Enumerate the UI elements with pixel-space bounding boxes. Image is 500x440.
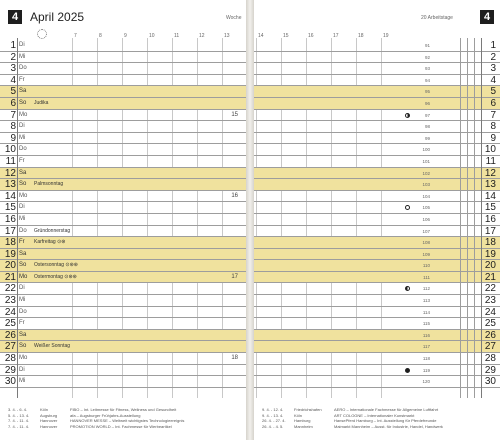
day-row: [0, 191, 246, 203]
weekday-label: Fr: [19, 76, 25, 83]
day-of-year: 92: [424, 54, 430, 60]
weekday-label: So: [19, 343, 27, 350]
weekday-label: Sa: [19, 169, 27, 176]
day-number: 15: [4, 202, 16, 214]
day-number: 30: [484, 376, 496, 388]
hour-label: 8: [99, 33, 102, 39]
day-row: [0, 307, 246, 319]
month-number-badge: 4: [8, 10, 22, 24]
day-row: [0, 226, 246, 238]
day-row: [254, 260, 500, 272]
day-row: [0, 318, 246, 330]
day-number: 22: [484, 283, 496, 295]
fair-dates: 26. 4. - 4. 5.: [262, 423, 284, 429]
calendar-week-number: 17: [231, 273, 238, 280]
day-of-year: 108: [422, 240, 430, 246]
day-row: [254, 376, 500, 388]
day-row: [254, 226, 500, 238]
fair-city: Hannover: [40, 423, 58, 429]
day-of-year: 98: [424, 124, 430, 130]
day-row: [0, 376, 246, 388]
hour-label: 19: [383, 33, 389, 39]
day-row: [0, 156, 246, 168]
day-number: 6: [10, 97, 16, 109]
day-row: [0, 295, 246, 307]
trade-fair-entry: [8, 424, 184, 430]
day-of-year: 115: [422, 321, 430, 327]
day-number: 17: [484, 225, 496, 237]
day-number: 27: [484, 341, 496, 353]
day-row: [254, 272, 500, 284]
day-number: 2: [490, 51, 496, 63]
day-number: 25: [4, 318, 16, 330]
day-of-year: 95: [424, 89, 430, 95]
day-of-year: 118: [422, 356, 430, 362]
day-of-year: 110: [422, 263, 430, 269]
fair-description: ART COLOGNE – Internationaler Kunstmarkt: [334, 412, 415, 418]
weekday-label: Fr: [19, 239, 25, 246]
day-row: [254, 237, 500, 249]
day-number: 3: [10, 63, 16, 75]
weekday-label: Mo: [19, 355, 28, 362]
week-label: Woche: [226, 15, 242, 21]
day-number: 22: [4, 283, 16, 295]
day-row: [0, 63, 246, 75]
notes-column-line: [467, 38, 468, 398]
event-label: Weißer Sonntag: [34, 343, 71, 350]
day-row: [254, 295, 500, 307]
weekday-label: Di: [19, 123, 25, 130]
day-row: [254, 86, 500, 98]
day-row: [0, 133, 246, 145]
moon-phase-icon: [405, 286, 410, 291]
trade-fair-entry: [262, 424, 443, 430]
day-number: 6: [490, 97, 496, 109]
day-number: 17: [4, 225, 16, 237]
month-number-badge: 4: [480, 10, 494, 24]
day-number: 30: [4, 376, 16, 388]
day-row: [254, 168, 500, 180]
day-number: 15: [484, 202, 496, 214]
day-row: [0, 283, 246, 295]
weekday-label: Fr: [19, 157, 25, 164]
sun-icon: [37, 29, 47, 39]
fair-dates: 5. 4. - 13. 4.: [8, 412, 30, 418]
fair-description: HansePferd Hamburg – Int. Ausstellung für Pferdefreunde: [334, 418, 437, 424]
day-row: [0, 110, 246, 122]
calendar-week-number: 16: [231, 192, 238, 199]
day-row: [0, 214, 246, 226]
day-row: [254, 318, 500, 330]
day-of-year: 103: [422, 182, 430, 188]
weekday-label: Mo: [19, 192, 28, 199]
left-page: [0, 0, 246, 440]
day-row: [0, 260, 246, 272]
day-number: 7: [490, 109, 496, 121]
day-number: 25: [484, 318, 496, 330]
day-number: 16: [484, 213, 496, 225]
day-row: [254, 121, 500, 133]
weekday-label: Sa: [19, 331, 27, 338]
day-number: 14: [4, 190, 16, 202]
day-row: [254, 365, 500, 377]
day-row: [0, 202, 246, 214]
day-of-year: 104: [422, 193, 430, 199]
day-row: [0, 179, 246, 191]
weekday-label: So: [19, 262, 27, 269]
day-number: 4: [10, 74, 16, 86]
fair-city: Köln: [294, 412, 303, 418]
event-label: Ostermontag ⊙⊛⊛: [34, 273, 77, 280]
day-number: 11: [485, 155, 496, 167]
fair-description: HANNOVER MESSE – Weltweit wichtigstes Technologieereignis: [70, 418, 185, 424]
fair-description: afa – Augsburger Frühjahrs-Ausstellung: [70, 412, 141, 418]
day-number: 10: [4, 144, 16, 156]
fair-description: PROMOTION WORLD – Int. Fachmesse für Werbeartikel: [70, 423, 172, 429]
weekday-label: Mi: [19, 53, 26, 60]
day-row: [254, 191, 500, 203]
day-row: [0, 365, 246, 377]
day-row: [254, 52, 500, 64]
day-number: 5: [490, 86, 496, 98]
day-number: 18: [484, 237, 496, 249]
hour-label: 18: [358, 33, 364, 39]
event-label: Ostersonntag ⊙⊛⊛: [34, 262, 78, 269]
moon-phase-icon: [405, 205, 410, 210]
weekday-label: Mi: [19, 378, 26, 385]
day-of-year: 91: [424, 43, 430, 48]
fair-city: Mannheim: [294, 423, 313, 429]
trade-fair-list: [8, 407, 184, 429]
day-of-year: 102: [422, 170, 430, 176]
notes-column-line: [474, 38, 475, 398]
day-number: 11: [5, 155, 16, 167]
day-number: 14: [484, 190, 496, 202]
weekday-label: Di: [19, 42, 25, 48]
fair-city: Köln: [40, 407, 49, 412]
hour-label: 17: [333, 33, 339, 39]
day-number: 9: [490, 132, 496, 144]
day-of-year: 106: [422, 216, 430, 222]
weekday-label: So: [19, 99, 27, 106]
hour-label: 9: [124, 33, 127, 39]
day-number: 26: [484, 329, 496, 341]
calendar-week-number: 18: [231, 355, 238, 362]
day-row: [254, 330, 500, 342]
day-row: [0, 237, 246, 249]
day-of-year: 93: [424, 66, 430, 72]
day-number: 3: [490, 63, 496, 75]
weekday-label: Sa: [19, 250, 27, 257]
day-row: [254, 144, 500, 156]
day-number: 21: [484, 271, 496, 283]
day-number: 8: [490, 121, 496, 133]
day-of-year: 117: [422, 344, 430, 350]
hour-label: 10: [149, 33, 155, 39]
day-row: [0, 144, 246, 156]
day-number: 26: [4, 329, 16, 341]
day-of-year: 94: [424, 77, 430, 83]
day-row: [254, 63, 500, 75]
day-number: 19: [484, 248, 496, 260]
day-row: [254, 214, 500, 226]
hour-label: 7: [74, 33, 77, 39]
day-row: [254, 341, 500, 353]
fair-city: Friedrichshafen: [294, 407, 322, 412]
day-row: [254, 110, 500, 122]
notes-column-line: [460, 38, 461, 398]
fair-city: Hamburg: [294, 418, 311, 424]
day-of-year: 109: [422, 251, 430, 257]
date-column-divider: [17, 38, 18, 398]
day-of-year: 100: [422, 147, 430, 153]
weekday-label: So: [19, 181, 27, 188]
weekday-label: Do: [19, 65, 27, 72]
day-number: 9: [10, 132, 16, 144]
day-of-year: 114: [422, 309, 430, 315]
day-of-year: 107: [422, 228, 430, 234]
day-number: 12: [4, 167, 16, 179]
day-row: [0, 249, 246, 261]
event-label: Judika: [34, 99, 49, 106]
day-row: [0, 341, 246, 353]
day-row: [0, 86, 246, 98]
day-number: 24: [4, 306, 16, 318]
hour-label: 13: [224, 33, 230, 39]
weekday-label: Mo: [19, 111, 28, 118]
hour-label: 14: [258, 33, 264, 39]
weekday-label: Sa: [19, 88, 27, 95]
day-number: 18: [4, 237, 16, 249]
day-row: [0, 52, 246, 64]
day-row: [0, 272, 246, 284]
day-of-year: 101: [422, 158, 430, 164]
fair-description: Maimarkt Mannheim – Ausst. für Industrie, Handel, Handwerk: [334, 423, 443, 429]
workdays-label: 20 Arbeitstage: [421, 15, 453, 21]
fair-city: Hannover: [40, 418, 58, 424]
day-of-year: 96: [424, 100, 430, 106]
day-number: 7: [10, 109, 16, 121]
day-row: [0, 75, 246, 87]
moon-phase-icon: [405, 113, 410, 118]
calendar-week-number: 15: [231, 111, 238, 118]
day-row: [0, 40, 246, 52]
day-number: 8: [10, 121, 16, 133]
weekday-label: Di: [19, 366, 25, 373]
day-of-year: 112: [422, 286, 430, 292]
day-row: [254, 283, 500, 295]
day-number: 5: [10, 86, 16, 98]
weekday-label: Do: [19, 146, 27, 153]
fair-dates: 7. 4. - 11. 4.: [8, 423, 30, 429]
fair-description: AERO – Internationale Fachmesse für Allgemeine Luftfahrt: [334, 407, 439, 412]
hour-label: 16: [308, 33, 314, 39]
event-label: Karfreitag ⊙⊛: [34, 239, 66, 246]
date-column-divider: [481, 38, 482, 398]
moon-phase-icon: [405, 368, 410, 373]
day-number: 16: [4, 213, 16, 225]
day-row: [254, 156, 500, 168]
book-gutter: [246, 0, 254, 440]
weekday-label: Do: [19, 308, 27, 315]
day-number: 4: [490, 74, 496, 86]
weekday-label: Fr: [19, 320, 25, 327]
day-row: [254, 353, 500, 365]
day-of-year: 120: [422, 379, 430, 385]
fair-description: FIBO – Int. Leitmesse für Fitness, Wellness und Gesundheit: [70, 407, 177, 412]
day-of-year: 97: [424, 112, 430, 118]
day-row: [254, 307, 500, 319]
right-page: [254, 0, 500, 440]
day-of-year: 105: [422, 205, 430, 211]
day-number: 13: [484, 179, 496, 191]
weekday-label: Di: [19, 204, 25, 211]
day-row: [0, 330, 246, 342]
fair-dates: 26. 4. - 27. 4.: [262, 418, 286, 424]
day-of-year: 119: [422, 367, 430, 373]
day-row: [0, 353, 246, 365]
fair-dates: 3. 4. - 6. 4.: [8, 407, 28, 412]
day-number: 21: [4, 271, 16, 283]
day-of-year: 116: [422, 332, 430, 338]
month-title: April 2025: [30, 10, 85, 24]
day-row: [254, 40, 500, 52]
day-number: 28: [484, 353, 496, 365]
day-row: [254, 179, 500, 191]
day-row: [254, 202, 500, 214]
day-of-year: 113: [422, 298, 430, 304]
hour-label: 11: [174, 33, 180, 39]
day-number: 23: [484, 295, 496, 307]
day-number: 29: [4, 364, 16, 376]
weekday-label: Mi: [19, 297, 26, 304]
event-label: Palmsonntag: [34, 181, 64, 188]
day-row: [0, 121, 246, 133]
day-number: 1: [10, 40, 16, 51]
day-number: 2: [10, 51, 16, 63]
weekday-label: Di: [19, 285, 25, 292]
day-number: 12: [484, 167, 496, 179]
day-row: [254, 75, 500, 87]
day-number: 1: [490, 40, 496, 51]
day-rows: [0, 40, 246, 388]
event-label: Gründonnerstag: [34, 227, 71, 234]
day-rows: [254, 40, 500, 388]
day-number: 20: [4, 260, 16, 272]
day-number: 29: [484, 364, 496, 376]
hour-label: 12: [199, 33, 205, 39]
fair-dates: 9. 4. - 12. 4.: [262, 407, 284, 412]
day-row: [0, 168, 246, 180]
day-number: 23: [4, 295, 16, 307]
weekday-label: Mi: [19, 134, 26, 141]
weekday-label: Mo: [19, 273, 28, 280]
day-row: [254, 98, 500, 110]
day-row: [254, 133, 500, 145]
hour-label: 15: [283, 33, 289, 39]
weekday-label: Mi: [19, 215, 26, 222]
trade-fair-list: [262, 407, 443, 429]
day-number: 20: [484, 260, 496, 272]
fair-city: Augsburg: [40, 412, 58, 418]
day-row: [254, 249, 500, 261]
day-number: 27: [4, 341, 16, 353]
day-number: 28: [4, 353, 16, 365]
day-of-year: 111: [423, 274, 430, 280]
day-number: 13: [4, 179, 16, 191]
fair-dates: 7. 4. - 11. 4.: [8, 418, 30, 424]
day-number: 19: [4, 248, 16, 260]
day-number: 24: [484, 306, 496, 318]
day-of-year: 99: [424, 135, 430, 141]
day-number: 10: [484, 144, 496, 156]
weekday-label: Do: [19, 227, 27, 234]
fair-dates: 9. 4. - 13. 4.: [262, 412, 284, 418]
day-row: [0, 98, 246, 110]
